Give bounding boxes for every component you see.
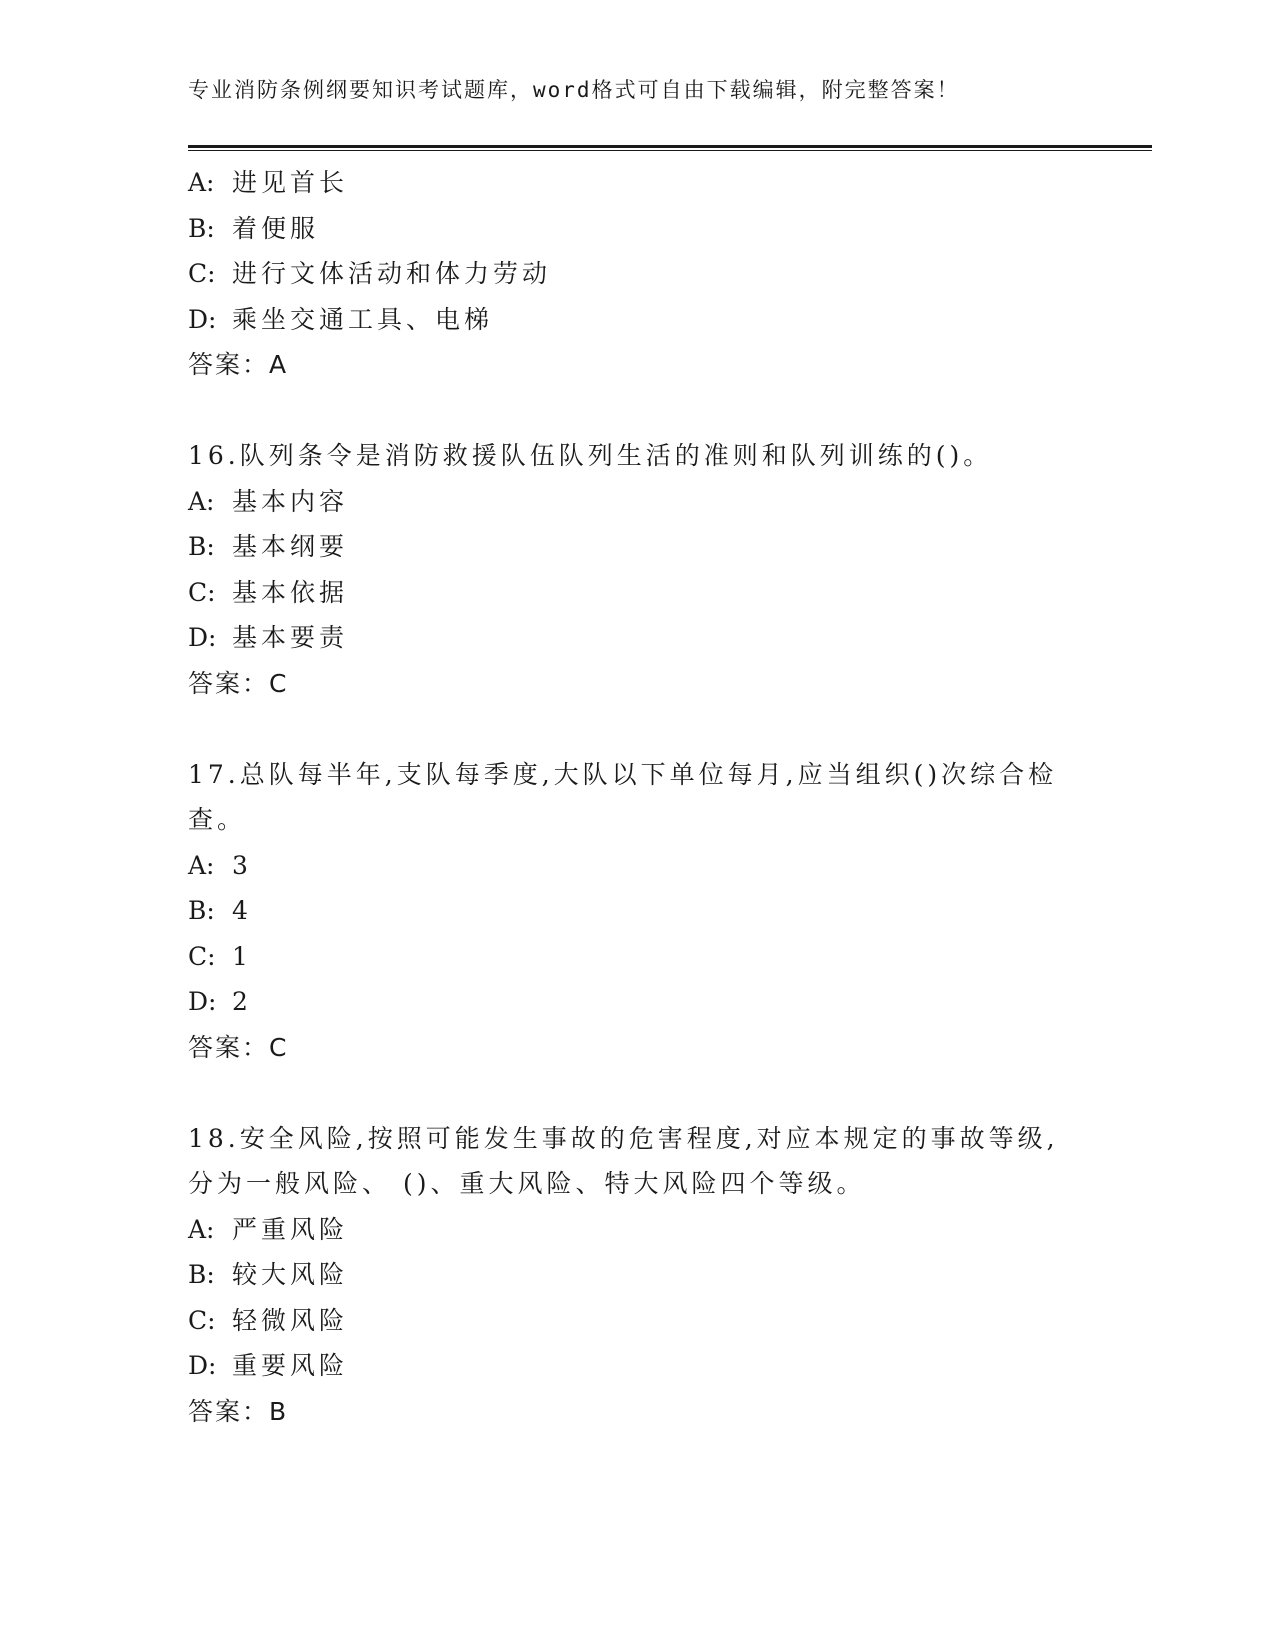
option-label: C: — [188, 577, 216, 607]
answer-line: 答案：A — [188, 350, 289, 379]
option-label: D: — [188, 304, 217, 334]
option-d — [188, 615, 1068, 661]
option-text: 基本内容 — [232, 486, 349, 516]
question-stem: 17.总队每半年,支队每季度,大队以下单位每月,应当组织()次综合检查。 — [188, 759, 1058, 834]
answer-line: 答案：C — [188, 1032, 289, 1062]
option-label: B: — [188, 896, 215, 925]
spacer — [188, 706, 1068, 752]
option-text: 进见首长 — [232, 168, 349, 197]
question-stem: 16.队列条令是消防救援队伍队列生活的准则和队列训练的()。 — [188, 441, 993, 470]
option-label: A: — [188, 486, 215, 516]
option-b — [188, 524, 1068, 570]
option-c — [188, 251, 1068, 297]
option-text: 4 — [232, 896, 252, 925]
question-stem: 18.安全风险,按照可能发生事故的危害程度,对应本规定的事故等级,分为一般风险、 ()、重大风险、特大风险四个等级。 — [188, 1123, 1059, 1198]
option-b — [188, 206, 1068, 252]
page-header: 专业消防条例纲要知识考试题库，word格式可自由下载编辑，附完整答案！ — [188, 78, 960, 102]
option-text: 2 — [232, 987, 252, 1016]
option-a — [188, 479, 1068, 525]
option-text: 较大风险 — [232, 1260, 349, 1289]
option-label: A: — [188, 850, 215, 880]
spacer — [188, 388, 1068, 434]
option-label: B: — [188, 532, 215, 561]
option-label: B: — [188, 1260, 215, 1289]
option-label: D: — [188, 623, 217, 652]
question-block — [188, 752, 1068, 1071]
option-a — [188, 1207, 1068, 1253]
option-d — [188, 1343, 1068, 1389]
option-text: 进行文体活动和体力劳动 — [232, 259, 552, 288]
option-text: 基本要责 — [232, 623, 349, 652]
option-c — [188, 570, 1068, 616]
question-list — [188, 160, 1068, 1434]
option-text: 3 — [232, 850, 252, 880]
option-label: C: — [188, 259, 216, 288]
option-a — [188, 160, 1068, 206]
option-b — [188, 1252, 1068, 1298]
option-label: B: — [188, 213, 215, 243]
answer-line: 答案：B — [188, 1396, 289, 1426]
option-d — [188, 297, 1068, 343]
option-text: 着便服 — [232, 213, 320, 243]
header-rule-thick — [188, 145, 1152, 148]
option-text: 乘坐交通工具、电梯 — [232, 304, 494, 334]
option-text: 轻微风险 — [232, 1305, 349, 1335]
question-block — [188, 160, 1068, 388]
option-label: D: — [188, 1351, 217, 1380]
option-label: C: — [188, 1305, 216, 1335]
header-rule-thin — [188, 150, 1152, 151]
question-block — [188, 1116, 1068, 1435]
answer-line: 答案：C — [188, 668, 289, 698]
option-text: 基本依据 — [232, 577, 349, 607]
option-label: D: — [188, 987, 217, 1016]
option-text: 严重风险 — [232, 1214, 349, 1244]
option-label: A: — [188, 1214, 215, 1244]
option-label: C: — [188, 941, 216, 971]
option-text: 基本纲要 — [232, 532, 349, 561]
option-text: 重要风险 — [232, 1351, 349, 1380]
option-text: 1 — [232, 941, 252, 971]
question-block — [188, 433, 1068, 706]
option-c — [188, 934, 1068, 980]
option-label: A: — [188, 168, 215, 197]
option-c — [188, 1298, 1068, 1344]
option-d — [188, 979, 1068, 1025]
spacer — [188, 1070, 1068, 1116]
option-a — [188, 843, 1068, 889]
option-b — [188, 888, 1068, 934]
